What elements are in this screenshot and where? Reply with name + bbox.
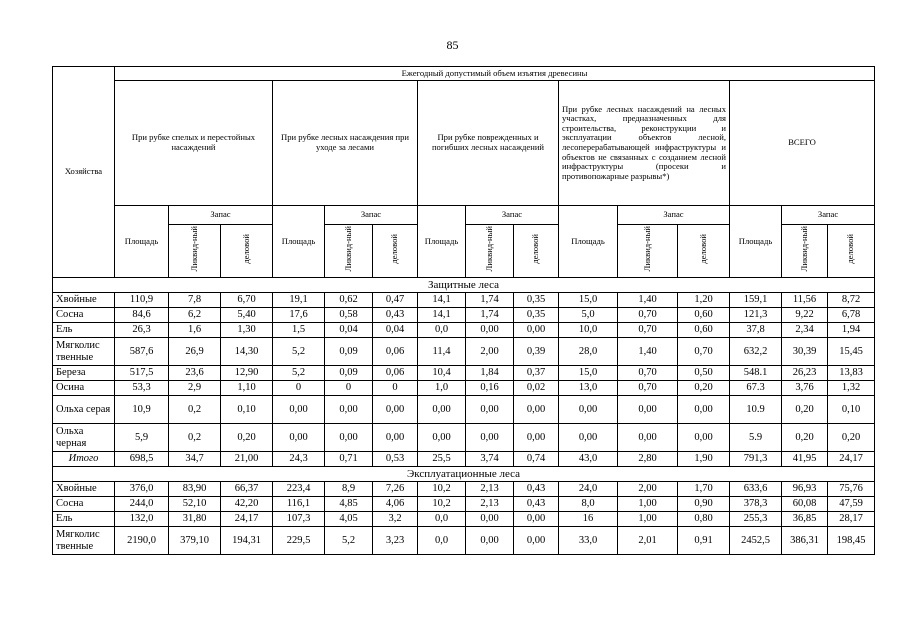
table-cell: 10,2 xyxy=(418,482,466,497)
table-cell: 2,00 xyxy=(618,482,678,497)
table-cell: 0,37 xyxy=(514,366,559,381)
table-cell: 12,90 xyxy=(221,366,273,381)
table-cell: 698,5 xyxy=(115,452,169,467)
table-cell: 96,93 xyxy=(782,482,828,497)
table-cell: 8,0 xyxy=(559,497,618,512)
stock-header: Запас xyxy=(325,206,418,225)
area-header: Площадь xyxy=(115,206,169,278)
table-cell: 13,0 xyxy=(559,381,618,396)
section-band xyxy=(53,467,875,482)
row-name: Сосна xyxy=(53,497,115,512)
table-cell: 5,0 xyxy=(559,308,618,323)
table-cell: 52,10 xyxy=(169,497,221,512)
table-cell: 0,00 xyxy=(678,396,730,424)
row-name: Осина xyxy=(53,381,115,396)
table-cell: 1,74 xyxy=(466,308,514,323)
table-cell: 24,17 xyxy=(221,512,273,527)
table-cell: 8,9 xyxy=(325,482,373,497)
area-header: Площадь xyxy=(559,206,618,278)
table-cell: 0,58 xyxy=(325,308,373,323)
table-cell: 5,2 xyxy=(325,527,373,555)
table-cell: 10.9 xyxy=(730,396,782,424)
table-cell: 121,3 xyxy=(730,308,782,323)
table-cell: 6,78 xyxy=(828,308,875,323)
table-cell: 0,00 xyxy=(273,396,325,424)
liquid-header-cell xyxy=(782,225,828,278)
row-name: Ольха серая xyxy=(53,396,115,424)
liquid-header: Ликвид-ный xyxy=(188,225,199,272)
table-cell: 5.9 xyxy=(730,424,782,452)
table-cell: 0,02 xyxy=(514,381,559,396)
table-cell: 0,00 xyxy=(559,424,618,452)
table-cell: 0,10 xyxy=(828,396,875,424)
table-cell: 84,6 xyxy=(115,308,169,323)
table-cell: 0,80 xyxy=(678,512,730,527)
table-row xyxy=(53,424,875,452)
table-cell: 14,1 xyxy=(418,308,466,323)
table-cell: 25,5 xyxy=(418,452,466,467)
table-cell: 47,59 xyxy=(828,497,875,512)
table-cell: 0,00 xyxy=(618,424,678,452)
table-cell: 24,3 xyxy=(273,452,325,467)
table-cell: 15,0 xyxy=(559,366,618,381)
table-cell: 0,71 xyxy=(325,452,373,467)
section-title: Эксплуатационные леса xyxy=(53,467,875,482)
table-cell: 5,2 xyxy=(273,366,325,381)
table-cell: 7,26 xyxy=(373,482,418,497)
table-row xyxy=(53,497,875,512)
table-cell: 0,00 xyxy=(466,424,514,452)
stock-header: Запас xyxy=(466,206,559,225)
section-band xyxy=(53,278,875,293)
table-cell: 223,4 xyxy=(273,482,325,497)
row-name: Ель xyxy=(53,512,115,527)
business-header: деловой xyxy=(697,233,708,264)
table-row xyxy=(53,482,875,497)
business-header-cell xyxy=(828,225,875,278)
table-cell: 0,04 xyxy=(373,323,418,338)
table-cell: 3,23 xyxy=(373,527,418,555)
table-cell: 1,84 xyxy=(466,366,514,381)
table-cell: 0,0 xyxy=(418,512,466,527)
table-cell: 43,0 xyxy=(559,452,618,467)
business-header: деловой xyxy=(530,233,541,264)
table-cell: 0,00 xyxy=(418,424,466,452)
table-cell: 0,74 xyxy=(514,452,559,467)
table-cell: 110,9 xyxy=(115,293,169,308)
table-cell: 0,43 xyxy=(514,482,559,497)
table-cell: 0,0 xyxy=(418,527,466,555)
table-cell: 7,8 xyxy=(169,293,221,308)
table-cell: 28,0 xyxy=(559,338,618,366)
table-cell: 14,30 xyxy=(221,338,273,366)
forest-harvest-table xyxy=(52,66,875,555)
table-cell: 0,00 xyxy=(618,396,678,424)
table-cell: 19,1 xyxy=(273,293,325,308)
table-cell: 0 xyxy=(273,381,325,396)
table-cell: 0,00 xyxy=(325,396,373,424)
table-cell: 11,56 xyxy=(782,293,828,308)
table-cell: 6,70 xyxy=(221,293,273,308)
table-row xyxy=(53,323,875,338)
table-cell: 10,4 xyxy=(418,366,466,381)
area-header: Площадь xyxy=(418,206,466,278)
table-cell: 1,00 xyxy=(618,497,678,512)
table-cell: 16 xyxy=(559,512,618,527)
table-cell: 198,45 xyxy=(828,527,875,555)
group-header-thinning: При рубке лесных насаждения при уходе за лесами xyxy=(273,81,418,206)
table-cell: 1,5 xyxy=(273,323,325,338)
table-cell: 0,00 xyxy=(514,396,559,424)
table-cell: 0 xyxy=(373,381,418,396)
table-cell: 0,00 xyxy=(514,527,559,555)
business-header: деловой xyxy=(389,233,400,264)
group-header-damaged: При рубке поврежденных и погибших лесных насаждений xyxy=(418,81,559,206)
table-cell: 0,20 xyxy=(221,424,273,452)
table-cell: 17,6 xyxy=(273,308,325,323)
table-cell: 1,90 xyxy=(678,452,730,467)
table-cell: 1,10 xyxy=(221,381,273,396)
table-cell: 10,0 xyxy=(559,323,618,338)
table-cell: 60,08 xyxy=(782,497,828,512)
table-cell: 0,16 xyxy=(466,381,514,396)
row-name: Сосна xyxy=(53,308,115,323)
table-cell: 132,0 xyxy=(115,512,169,527)
table-cell: 21,00 xyxy=(221,452,273,467)
table-cell: 0,47 xyxy=(373,293,418,308)
table-row xyxy=(53,527,875,555)
row-name: Мягколис твенные xyxy=(53,338,115,366)
table-row xyxy=(53,293,875,308)
table-cell: 4,85 xyxy=(325,497,373,512)
area-header: Площадь xyxy=(273,206,325,278)
table-cell: 2452,5 xyxy=(730,527,782,555)
business-header: деловой xyxy=(240,233,251,264)
table-cell: 53,3 xyxy=(115,381,169,396)
table-cell: 0,70 xyxy=(618,308,678,323)
business-header-cell xyxy=(678,225,730,278)
table-cell: 548.1 xyxy=(730,366,782,381)
table-cell: 4,06 xyxy=(373,497,418,512)
table-cell: 0,2 xyxy=(169,396,221,424)
table-cell: 0,06 xyxy=(373,338,418,366)
table-cell: 0,00 xyxy=(325,424,373,452)
table-cell: 0,70 xyxy=(618,381,678,396)
table-cell: 0,20 xyxy=(828,424,875,452)
page-number: 85 xyxy=(446,38,459,52)
table-cell: 2,13 xyxy=(466,482,514,497)
table-cell: 0,00 xyxy=(514,512,559,527)
table-cell: 632,2 xyxy=(730,338,782,366)
table-cell: 23,6 xyxy=(169,366,221,381)
row-name: Ель xyxy=(53,323,115,338)
table-cell: 5,40 xyxy=(221,308,273,323)
table-cell: 0,70 xyxy=(618,366,678,381)
table-cell: 0,20 xyxy=(782,424,828,452)
table-row xyxy=(53,381,875,396)
liquid-header: Ликвид-ный xyxy=(483,225,494,272)
table-cell: 1,32 xyxy=(828,381,875,396)
liquid-header-cell xyxy=(325,225,373,278)
table-cell: 11,4 xyxy=(418,338,466,366)
table-cell: 0,20 xyxy=(782,396,828,424)
table-cell: 0,35 xyxy=(514,308,559,323)
row-name: Хвойные xyxy=(53,482,115,497)
liquid-header: Ликвид-ный xyxy=(641,225,652,272)
table-cell: 0,2 xyxy=(169,424,221,452)
stock-header: Запас xyxy=(782,206,875,225)
liquid-header-cell xyxy=(169,225,221,278)
table-cell: 24,0 xyxy=(559,482,618,497)
table-cell: 0,00 xyxy=(466,323,514,338)
table-cell: 0,09 xyxy=(325,366,373,381)
table-cell: 2,00 xyxy=(466,338,514,366)
table-cell: 0,00 xyxy=(373,396,418,424)
table-cell: 2190,0 xyxy=(115,527,169,555)
table-cell: 2,01 xyxy=(618,527,678,555)
table-cell: 0,43 xyxy=(514,497,559,512)
table-row xyxy=(53,366,875,381)
table-cell: 0,70 xyxy=(618,323,678,338)
households-header: Хозяйства xyxy=(53,67,115,278)
table-cell: 41,95 xyxy=(782,452,828,467)
table-cell: 2,13 xyxy=(466,497,514,512)
table-cell: 5,9 xyxy=(115,424,169,452)
table-cell: 0,20 xyxy=(678,381,730,396)
table-cell: 5,2 xyxy=(273,338,325,366)
table-cell: 386,31 xyxy=(782,527,828,555)
table-cell: 0,35 xyxy=(514,293,559,308)
table-cell: 379,10 xyxy=(169,527,221,555)
table-cell: 107,3 xyxy=(273,512,325,527)
table-cell: 0,70 xyxy=(678,338,730,366)
table-cell: 0,39 xyxy=(514,338,559,366)
table-cell: 15,45 xyxy=(828,338,875,366)
table-cell: 0,00 xyxy=(273,424,325,452)
table-cell: 0,91 xyxy=(678,527,730,555)
row-name: Итого xyxy=(53,452,115,467)
table-cell: 1,70 xyxy=(678,482,730,497)
table-cell: 2,80 xyxy=(618,452,678,467)
table-cell: 0,62 xyxy=(325,293,373,308)
table-cell: 0,06 xyxy=(373,366,418,381)
stock-header: Запас xyxy=(618,206,730,225)
table-cell: 0,00 xyxy=(678,424,730,452)
table-cell: 1,6 xyxy=(169,323,221,338)
table-cell: 0,00 xyxy=(418,396,466,424)
table-cell: 10,9 xyxy=(115,396,169,424)
table-cell: 66,37 xyxy=(221,482,273,497)
row-name: Хвойные xyxy=(53,293,115,308)
table-cell: 517,5 xyxy=(115,366,169,381)
table-cell: 0,00 xyxy=(514,424,559,452)
table-cell: 1,40 xyxy=(618,338,678,366)
table-cell: 9,22 xyxy=(782,308,828,323)
annual-volume-header: Ежегодный допустимый объем изъятия древесины xyxy=(115,67,875,81)
group-header-mature: При рубке спелых и перестойных насаждений xyxy=(115,81,273,206)
table-cell: 0,04 xyxy=(325,323,373,338)
table-cell: 587,6 xyxy=(115,338,169,366)
table-cell: 0,10 xyxy=(221,396,273,424)
table-cell: 30,39 xyxy=(782,338,828,366)
table-cell: 28,17 xyxy=(828,512,875,527)
table-cell: 1,00 xyxy=(618,512,678,527)
table-cell: 229,5 xyxy=(273,527,325,555)
table-cell: 0 xyxy=(325,381,373,396)
table-row xyxy=(53,338,875,366)
table-row xyxy=(53,452,875,467)
table-cell: 26,3 xyxy=(115,323,169,338)
table-cell: 34,7 xyxy=(169,452,221,467)
table-row xyxy=(53,512,875,527)
table-row xyxy=(53,308,875,323)
table-cell: 67.3 xyxy=(730,381,782,396)
table-cell: 4,05 xyxy=(325,512,373,527)
table-cell: 2,34 xyxy=(782,323,828,338)
table-cell: 14,1 xyxy=(418,293,466,308)
table-cell: 10,2 xyxy=(418,497,466,512)
area-header: Площадь xyxy=(730,206,782,278)
table-cell: 26,9 xyxy=(169,338,221,366)
row-name: Ольха черная xyxy=(53,424,115,452)
liquid-header-cell xyxy=(618,225,678,278)
table-cell: 3,74 xyxy=(466,452,514,467)
table-cell: 13,83 xyxy=(828,366,875,381)
table-cell: 1,30 xyxy=(221,323,273,338)
stock-header: Запас xyxy=(169,206,273,225)
table-cell: 8,72 xyxy=(828,293,875,308)
table-cell: 1,0 xyxy=(418,381,466,396)
table-cell: 0,60 xyxy=(678,323,730,338)
table-cell: 1,20 xyxy=(678,293,730,308)
table-cell: 0,53 xyxy=(373,452,418,467)
table-cell: 0,00 xyxy=(559,396,618,424)
table-cell: 0,09 xyxy=(325,338,373,366)
table-cell: 37,8 xyxy=(730,323,782,338)
table-cell: 6,2 xyxy=(169,308,221,323)
table-cell: 42,20 xyxy=(221,497,273,512)
table-cell: 26,23 xyxy=(782,366,828,381)
table-cell: 0,00 xyxy=(514,323,559,338)
business-header-cell xyxy=(514,225,559,278)
table-cell: 3,76 xyxy=(782,381,828,396)
group-header-total: ВСЕГО xyxy=(730,81,875,206)
table-cell: 376,0 xyxy=(115,482,169,497)
table-cell: 0,00 xyxy=(466,527,514,555)
table-cell: 2,9 xyxy=(169,381,221,396)
group-header-construction: При рубке лесных насаждений на лесных участках, предназначенных для строительства, реконструкции и эксплуатации объектов лесной, лесоперерабатывающей инфраструктуры и объектов не связанных с созданием лесной инфраструктуры (просеки и противопожарные разрывы*) xyxy=(559,81,730,206)
table-cell: 633,6 xyxy=(730,482,782,497)
liquid-header-cell xyxy=(466,225,514,278)
table-cell: 15,0 xyxy=(559,293,618,308)
table-cell: 244,0 xyxy=(115,497,169,512)
table-cell: 791,3 xyxy=(730,452,782,467)
table-cell: 0,0 xyxy=(418,323,466,338)
table-cell: 0,50 xyxy=(678,366,730,381)
table-cell: 31,80 xyxy=(169,512,221,527)
table-cell: 194,31 xyxy=(221,527,273,555)
row-name: Мягколис твенные xyxy=(53,527,115,555)
table-cell: 0,00 xyxy=(466,512,514,527)
table-cell: 0,43 xyxy=(373,308,418,323)
table-cell: 1,74 xyxy=(466,293,514,308)
table-cell: 33,0 xyxy=(559,527,618,555)
liquid-header: Ликвид-ный xyxy=(342,225,353,272)
table-cell: 0,90 xyxy=(678,497,730,512)
table-cell: 1,40 xyxy=(618,293,678,308)
section-title: Защитные леса xyxy=(53,278,875,293)
table-cell: 0,00 xyxy=(373,424,418,452)
table-cell: 83,90 xyxy=(169,482,221,497)
business-header: деловой xyxy=(845,233,856,264)
table-cell: 36,85 xyxy=(782,512,828,527)
business-header-cell xyxy=(373,225,418,278)
table-cell: 3,2 xyxy=(373,512,418,527)
table-cell: 0,00 xyxy=(466,396,514,424)
table-cell: 75,76 xyxy=(828,482,875,497)
table-cell: 255,3 xyxy=(730,512,782,527)
table-cell: 378,3 xyxy=(730,497,782,512)
table-cell: 0,60 xyxy=(678,308,730,323)
business-header-cell xyxy=(221,225,273,278)
table-cell: 116,1 xyxy=(273,497,325,512)
row-name: Береза xyxy=(53,366,115,381)
table-cell: 1,94 xyxy=(828,323,875,338)
liquid-header: Ликвид-ный xyxy=(798,225,809,272)
table-cell: 159,1 xyxy=(730,293,782,308)
table-cell: 24,17 xyxy=(828,452,875,467)
table-row xyxy=(53,396,875,424)
